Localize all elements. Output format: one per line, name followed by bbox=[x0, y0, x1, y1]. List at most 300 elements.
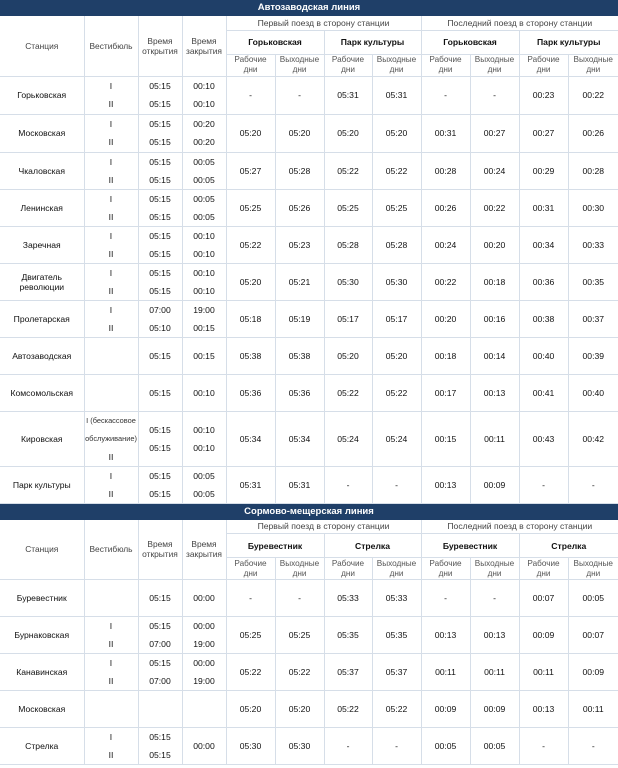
vestibule-label: II bbox=[108, 248, 114, 259]
station-row bbox=[0, 152, 618, 189]
first-train-time: 05:24 bbox=[372, 411, 421, 466]
last-train-time: 00:11 bbox=[470, 411, 519, 466]
workdays-header: Рабочие дни bbox=[421, 54, 470, 76]
first-train-time: 05:36 bbox=[275, 374, 324, 411]
last-train-time: 00:42 bbox=[568, 411, 618, 466]
first-train-time: 05:22 bbox=[372, 374, 421, 411]
last-train-time: 00:07 bbox=[519, 580, 568, 617]
vestibule-label-cell bbox=[84, 374, 138, 411]
close-time-cell bbox=[182, 617, 226, 654]
vestibule-label: II bbox=[108, 676, 114, 686]
station-row bbox=[0, 114, 618, 152]
last-train-time: - bbox=[470, 76, 519, 114]
first-train-time: 05:22 bbox=[372, 691, 421, 728]
vestibule-label: I bbox=[109, 267, 113, 278]
weekends-header: Выходные дни bbox=[568, 54, 618, 76]
direction-header: Стрелка bbox=[324, 534, 421, 558]
open-time-cell bbox=[138, 76, 182, 114]
workdays-header: Рабочие дни bbox=[519, 558, 568, 580]
close-time-cell bbox=[182, 76, 226, 114]
open-time-cell bbox=[138, 728, 182, 765]
weekends-header: Выходные дни bbox=[470, 558, 519, 580]
first-train-time: 05:37 bbox=[372, 654, 421, 691]
open-time: 05:15 bbox=[149, 285, 171, 296]
vestibule-label: II bbox=[108, 285, 114, 296]
first-train-time: - bbox=[275, 76, 324, 114]
station-row bbox=[0, 263, 618, 300]
open-time: 05:15 bbox=[149, 750, 171, 760]
last-train-time: 00:09 bbox=[470, 691, 519, 728]
last-train-time: 00:09 bbox=[519, 617, 568, 654]
last-train-time: - bbox=[470, 580, 519, 617]
open-time: 05:15 bbox=[149, 488, 171, 499]
close-time-cell bbox=[182, 189, 226, 226]
open-time: 05:15 bbox=[149, 211, 171, 222]
first-train-time: 05:20 bbox=[275, 691, 324, 728]
last-train-time: 00:13 bbox=[421, 617, 470, 654]
last-train-time: 00:26 bbox=[421, 189, 470, 226]
last-train-time: 00:16 bbox=[470, 300, 519, 337]
first-train-time: 05:20 bbox=[275, 114, 324, 152]
close-time: 00:05 bbox=[193, 193, 215, 204]
vestibule-label: II bbox=[108, 322, 114, 333]
open-time: 07:00 bbox=[149, 304, 171, 315]
open-time-cell bbox=[138, 580, 182, 617]
first-train-time: - bbox=[372, 728, 421, 765]
workdays-header: Рабочие дни bbox=[226, 54, 275, 76]
vestibule-column-header: Вестибюль bbox=[84, 520, 138, 580]
first-train-time: 05:23 bbox=[275, 226, 324, 263]
open-time-cell bbox=[138, 691, 182, 728]
close-time: 00:05 bbox=[193, 470, 215, 481]
open-time: 05:15 bbox=[149, 174, 171, 185]
last-train-time: 00:11 bbox=[470, 654, 519, 691]
close-time: 00:10 bbox=[193, 99, 215, 109]
last-train-time: 00:38 bbox=[519, 300, 568, 337]
first-train-time: 05:20 bbox=[226, 114, 275, 152]
close-time-cell bbox=[182, 374, 226, 411]
first-train-time: 05:30 bbox=[275, 728, 324, 765]
open-time-cell bbox=[138, 617, 182, 654]
close-time: 19:00 bbox=[193, 304, 215, 315]
first-train-time: 05:20 bbox=[324, 114, 372, 152]
first-train-time: 05:28 bbox=[275, 152, 324, 189]
vestibule-label: I bbox=[109, 304, 113, 315]
close-time: 00:05 bbox=[193, 156, 215, 167]
open-time-cell bbox=[138, 189, 182, 226]
close-time: 00:05 bbox=[193, 488, 215, 499]
last-train-time: 00:27 bbox=[519, 114, 568, 152]
workdays-header: Рабочие дни bbox=[226, 558, 275, 580]
station-name: Московская bbox=[0, 691, 84, 728]
first-train-time: 05:20 bbox=[372, 337, 421, 374]
station-name: Горьковская bbox=[0, 76, 84, 114]
workdays-header: Рабочие дни bbox=[519, 54, 568, 76]
close-time-cell bbox=[182, 411, 226, 466]
station-name: Заречная bbox=[0, 226, 84, 263]
station-column-header: Станция bbox=[0, 520, 84, 580]
last-train-time: 00:23 bbox=[519, 76, 568, 114]
close-time: 00:15 bbox=[193, 322, 215, 333]
vestibule-label-cell bbox=[84, 580, 138, 617]
last-train-time: 00:20 bbox=[421, 300, 470, 337]
last-train-time: 00:22 bbox=[568, 76, 618, 114]
station-row bbox=[0, 374, 618, 411]
open-time-cell bbox=[138, 263, 182, 300]
close-time: 00:05 bbox=[193, 174, 215, 185]
open-time: 05:15 bbox=[149, 81, 171, 91]
first-train-time: 05:27 bbox=[226, 152, 275, 189]
vestibule-label: I bbox=[109, 81, 113, 91]
last-train-time: 00:18 bbox=[470, 263, 519, 300]
vestibule-label: II bbox=[108, 211, 114, 222]
close-time: 00:10 bbox=[193, 424, 215, 435]
last-train-time: 00:09 bbox=[421, 691, 470, 728]
first-train-time: - bbox=[226, 580, 275, 617]
vestibule-label: II bbox=[108, 174, 114, 185]
first-train-time: 05:33 bbox=[324, 580, 372, 617]
vestibule-label-cell bbox=[84, 152, 138, 189]
close-time: 00:10 bbox=[193, 285, 215, 296]
close-time-cell bbox=[182, 226, 226, 263]
first-train-time: 05:22 bbox=[226, 226, 275, 263]
last-train-time: 00:24 bbox=[421, 226, 470, 263]
last-train-time: 00:11 bbox=[519, 654, 568, 691]
first-train-time: 05:31 bbox=[226, 466, 275, 503]
workdays-header: Рабочие дни bbox=[421, 558, 470, 580]
last-train-time: - bbox=[519, 466, 568, 503]
first-train-time: 05:35 bbox=[372, 617, 421, 654]
open-time-cell bbox=[138, 152, 182, 189]
close-time: 19:00 bbox=[193, 639, 215, 649]
last-train-time: 00:29 bbox=[519, 152, 568, 189]
station-name: Ленинская bbox=[0, 189, 84, 226]
close-time: 19:00 bbox=[193, 676, 215, 686]
close-time-cell bbox=[182, 114, 226, 152]
open-time: 05:15 bbox=[149, 732, 171, 742]
first-train-time: 05:34 bbox=[226, 411, 275, 466]
close-time-column-header: Время закрытия bbox=[182, 16, 226, 76]
open-time: 05:15 bbox=[149, 119, 171, 129]
line-title: Автозаводская линия bbox=[0, 0, 618, 16]
station-row bbox=[0, 691, 618, 728]
open-time-cell bbox=[138, 300, 182, 337]
close-time-cell bbox=[182, 263, 226, 300]
vestibule-label: II bbox=[108, 639, 114, 649]
close-time: 00:00 bbox=[193, 658, 215, 668]
open-time-cell bbox=[138, 466, 182, 503]
close-time: 00:10 bbox=[193, 248, 215, 259]
first-train-time: 05:33 bbox=[372, 580, 421, 617]
vestibule-label-cell bbox=[84, 114, 138, 152]
first-train-time: - bbox=[275, 580, 324, 617]
first-train-time: 05:20 bbox=[324, 337, 372, 374]
first-train-time: 05:20 bbox=[372, 114, 421, 152]
last-train-time: 00:05 bbox=[421, 728, 470, 765]
open-time: 05:15 bbox=[149, 248, 171, 259]
station-name: Автозаводская bbox=[0, 337, 84, 374]
first-train-time: 05:25 bbox=[372, 189, 421, 226]
line-title: Сормово-мещерская линия bbox=[0, 504, 618, 520]
close-time-cell bbox=[182, 337, 226, 374]
open-time-cell bbox=[138, 226, 182, 263]
last-train-time: 00:24 bbox=[470, 152, 519, 189]
last-train-time: 00:13 bbox=[470, 617, 519, 654]
vestibule-label: II bbox=[108, 451, 114, 462]
workdays-header: Рабочие дни bbox=[324, 558, 372, 580]
close-time: 00:10 bbox=[193, 442, 215, 453]
station-name: Парк культуры bbox=[0, 466, 84, 503]
first-train-time: 05:31 bbox=[324, 76, 372, 114]
close-time-column-header: Время закрытия bbox=[182, 520, 226, 580]
first-train-time: 05:22 bbox=[324, 374, 372, 411]
vestibule-label: I bbox=[109, 119, 113, 129]
open-time-cell bbox=[138, 337, 182, 374]
first-train-time: 05:37 bbox=[324, 654, 372, 691]
first-train-time: 05:22 bbox=[372, 152, 421, 189]
vestibule-label: I bbox=[109, 470, 113, 481]
last-train-time: 00:07 bbox=[568, 617, 618, 654]
vestibule-label-cell bbox=[84, 263, 138, 300]
open-time: 07:00 bbox=[149, 639, 171, 649]
vestibule-label-cell bbox=[84, 466, 138, 503]
close-time-cell bbox=[182, 580, 226, 617]
first-train-time: 05:17 bbox=[372, 300, 421, 337]
last-train-time: 00:40 bbox=[568, 374, 618, 411]
close-time: 00:10 bbox=[193, 230, 215, 241]
last-train-time: 00:35 bbox=[568, 263, 618, 300]
last-train-header: Последний поезд в сторону станции bbox=[421, 16, 618, 30]
station-row bbox=[0, 617, 618, 654]
first-train-time: 05:26 bbox=[275, 189, 324, 226]
first-train-time: 05:21 bbox=[275, 263, 324, 300]
open-time: 05:15 bbox=[149, 193, 171, 204]
first-train-time: - bbox=[226, 76, 275, 114]
last-train-time: 00:43 bbox=[519, 411, 568, 466]
first-train-time: 05:19 bbox=[275, 300, 324, 337]
vestibule-label-cell bbox=[84, 728, 138, 765]
last-train-time: 00:15 bbox=[421, 411, 470, 466]
first-train-time: 05:25 bbox=[275, 617, 324, 654]
last-train-time: 00:39 bbox=[568, 337, 618, 374]
open-time: 05:15 bbox=[149, 470, 171, 481]
station-name: Кировская bbox=[0, 411, 84, 466]
last-train-time: 00:09 bbox=[470, 466, 519, 503]
vestibule-label: I bbox=[109, 193, 113, 204]
first-train-time: 05:31 bbox=[372, 76, 421, 114]
close-time: 00:00 bbox=[193, 621, 215, 631]
open-time: 05:10 bbox=[149, 322, 171, 333]
first-train-time: 05:31 bbox=[275, 466, 324, 503]
station-row bbox=[0, 300, 618, 337]
last-train-time: 00:31 bbox=[519, 189, 568, 226]
last-train-time: - bbox=[568, 466, 618, 503]
first-train-time: 05:17 bbox=[324, 300, 372, 337]
first-train-time: 05:38 bbox=[275, 337, 324, 374]
station-name: Комсомольская bbox=[0, 374, 84, 411]
open-time: 05:15 bbox=[149, 424, 171, 435]
open-time: 05:15 bbox=[149, 658, 171, 668]
station-name: Стрелка bbox=[0, 728, 84, 765]
vestibule-label-cell bbox=[84, 411, 138, 466]
first-train-time: 05:38 bbox=[226, 337, 275, 374]
station-row bbox=[0, 337, 618, 374]
first-train-time: 05:28 bbox=[372, 226, 421, 263]
vestibule-label: I bbox=[109, 156, 113, 167]
station-name: Буревестник bbox=[0, 580, 84, 617]
first-train-time: 05:22 bbox=[324, 691, 372, 728]
direction-header: Буревестник bbox=[421, 534, 519, 558]
first-train-header: Первый поезд в сторону станции bbox=[226, 16, 421, 30]
station-name: Канавинская bbox=[0, 654, 84, 691]
close-time-cell bbox=[182, 466, 226, 503]
weekends-header: Выходные дни bbox=[275, 54, 324, 76]
first-train-time: 05:35 bbox=[324, 617, 372, 654]
last-train-time: 00:13 bbox=[519, 691, 568, 728]
close-time-cell bbox=[182, 300, 226, 337]
vestibule-label: I bbox=[109, 732, 113, 742]
first-train-time: 05:22 bbox=[226, 654, 275, 691]
weekends-header: Выходные дни bbox=[372, 54, 421, 76]
first-train-time: 05:20 bbox=[226, 263, 275, 300]
first-train-time: 05:18 bbox=[226, 300, 275, 337]
vestibule-label-cell bbox=[84, 189, 138, 226]
station-row bbox=[0, 226, 618, 263]
station-row bbox=[0, 654, 618, 691]
close-time: 00:10 bbox=[193, 267, 215, 278]
first-train-time: 05:28 bbox=[324, 226, 372, 263]
open-time: 05:15 bbox=[149, 350, 171, 361]
last-train-time: 00:11 bbox=[421, 654, 470, 691]
open-time-cell bbox=[138, 654, 182, 691]
first-train-time: 05:22 bbox=[324, 152, 372, 189]
close-time-cell bbox=[182, 728, 226, 765]
direction-header: Парк культуры bbox=[519, 30, 618, 54]
last-train-time: 00:17 bbox=[421, 374, 470, 411]
schedule-table bbox=[0, 16, 618, 504]
open-time: 05:15 bbox=[149, 442, 171, 453]
first-train-time: 05:36 bbox=[226, 374, 275, 411]
close-time-cell bbox=[182, 654, 226, 691]
open-time-cell bbox=[138, 411, 182, 466]
open-time: 05:15 bbox=[149, 137, 171, 147]
last-train-time: - bbox=[519, 728, 568, 765]
open-time: 05:15 bbox=[149, 621, 171, 631]
last-train-time: 00:05 bbox=[470, 728, 519, 765]
last-train-time: 00:31 bbox=[421, 114, 470, 152]
last-train-time: 00:22 bbox=[470, 189, 519, 226]
vestibule-label-cell bbox=[84, 226, 138, 263]
open-time-cell bbox=[138, 374, 182, 411]
vestibule-label: II bbox=[108, 99, 114, 109]
weekends-header: Выходные дни bbox=[470, 54, 519, 76]
schedule-table bbox=[0, 520, 618, 766]
station-row bbox=[0, 580, 618, 617]
open-time: 05:15 bbox=[149, 387, 171, 398]
last-train-time: 00:33 bbox=[568, 226, 618, 263]
first-train-time: 05:25 bbox=[226, 189, 275, 226]
last-train-time: 00:11 bbox=[568, 691, 618, 728]
first-train-time: 05:30 bbox=[324, 263, 372, 300]
close-time-cell bbox=[182, 152, 226, 189]
first-train-time: 05:30 bbox=[226, 728, 275, 765]
weekends-header: Выходные дни bbox=[372, 558, 421, 580]
direction-header: Парк культуры bbox=[324, 30, 421, 54]
vestibule-label: I bbox=[109, 658, 113, 668]
open-time: 05:15 bbox=[149, 267, 171, 278]
last-train-time: 00:36 bbox=[519, 263, 568, 300]
vestibule-label: I bbox=[109, 230, 113, 241]
last-train-time: 00:34 bbox=[519, 226, 568, 263]
last-train-time: 00:28 bbox=[421, 152, 470, 189]
last-train-time: 00:26 bbox=[568, 114, 618, 152]
last-train-time: 00:14 bbox=[470, 337, 519, 374]
close-time: 00:00 bbox=[193, 741, 215, 751]
close-time: 00:10 bbox=[193, 387, 215, 398]
first-train-time: - bbox=[372, 466, 421, 503]
close-time: 00:20 bbox=[193, 137, 215, 147]
first-train-time: 05:34 bbox=[275, 411, 324, 466]
first-train-time: 05:22 bbox=[275, 654, 324, 691]
vestibule-label-cell bbox=[84, 337, 138, 374]
vestibule-column-header: Вестибюль bbox=[84, 16, 138, 76]
last-train-time: - bbox=[421, 76, 470, 114]
station-name: Чкаловская bbox=[0, 152, 84, 189]
vestibule-label: I (бескассовое обслуживание) bbox=[85, 415, 137, 443]
last-train-time: 00:13 bbox=[421, 466, 470, 503]
close-time: 00:15 bbox=[193, 350, 215, 361]
last-train-time: 00:30 bbox=[568, 189, 618, 226]
station-row bbox=[0, 466, 618, 503]
last-train-time: 00:20 bbox=[470, 226, 519, 263]
first-train-time: 05:20 bbox=[226, 691, 275, 728]
station-row bbox=[0, 189, 618, 226]
open-time: 05:15 bbox=[149, 99, 171, 109]
weekends-header: Выходные дни bbox=[275, 558, 324, 580]
direction-header: Горьковская bbox=[226, 30, 324, 54]
station-row bbox=[0, 76, 618, 114]
last-train-time: 00:18 bbox=[421, 337, 470, 374]
open-time-cell bbox=[138, 114, 182, 152]
close-time: 00:05 bbox=[193, 211, 215, 222]
first-train-header: Первый поезд в сторону станции bbox=[226, 520, 421, 534]
last-train-header: Последний поезд в сторону станции bbox=[421, 520, 618, 534]
station-name: Двигатель революции bbox=[0, 263, 84, 300]
vestibule-label: II bbox=[108, 750, 114, 760]
weekends-header: Выходные дни bbox=[568, 558, 618, 580]
open-time: 05:15 bbox=[149, 156, 171, 167]
last-train-time: 00:09 bbox=[568, 654, 618, 691]
station-name: Бурнаковская bbox=[0, 617, 84, 654]
open-time: 05:15 bbox=[149, 230, 171, 241]
vestibule-label-cell bbox=[84, 691, 138, 728]
open-time-column-header: Время открытия bbox=[138, 16, 182, 76]
last-train-time: 00:22 bbox=[421, 263, 470, 300]
last-train-time: 00:27 bbox=[470, 114, 519, 152]
first-train-time: 05:24 bbox=[324, 411, 372, 466]
last-train-time: 00:37 bbox=[568, 300, 618, 337]
station-row bbox=[0, 411, 618, 466]
vestibule-label-cell bbox=[84, 617, 138, 654]
vestibule-label-cell bbox=[84, 76, 138, 114]
first-train-time: - bbox=[324, 466, 372, 503]
station-column-header: Станция bbox=[0, 16, 84, 76]
open-time: 05:15 bbox=[149, 593, 171, 603]
first-train-time: - bbox=[324, 728, 372, 765]
direction-header: Стрелка bbox=[519, 534, 618, 558]
last-train-time: 00:40 bbox=[519, 337, 568, 374]
last-train-time: - bbox=[568, 728, 618, 765]
